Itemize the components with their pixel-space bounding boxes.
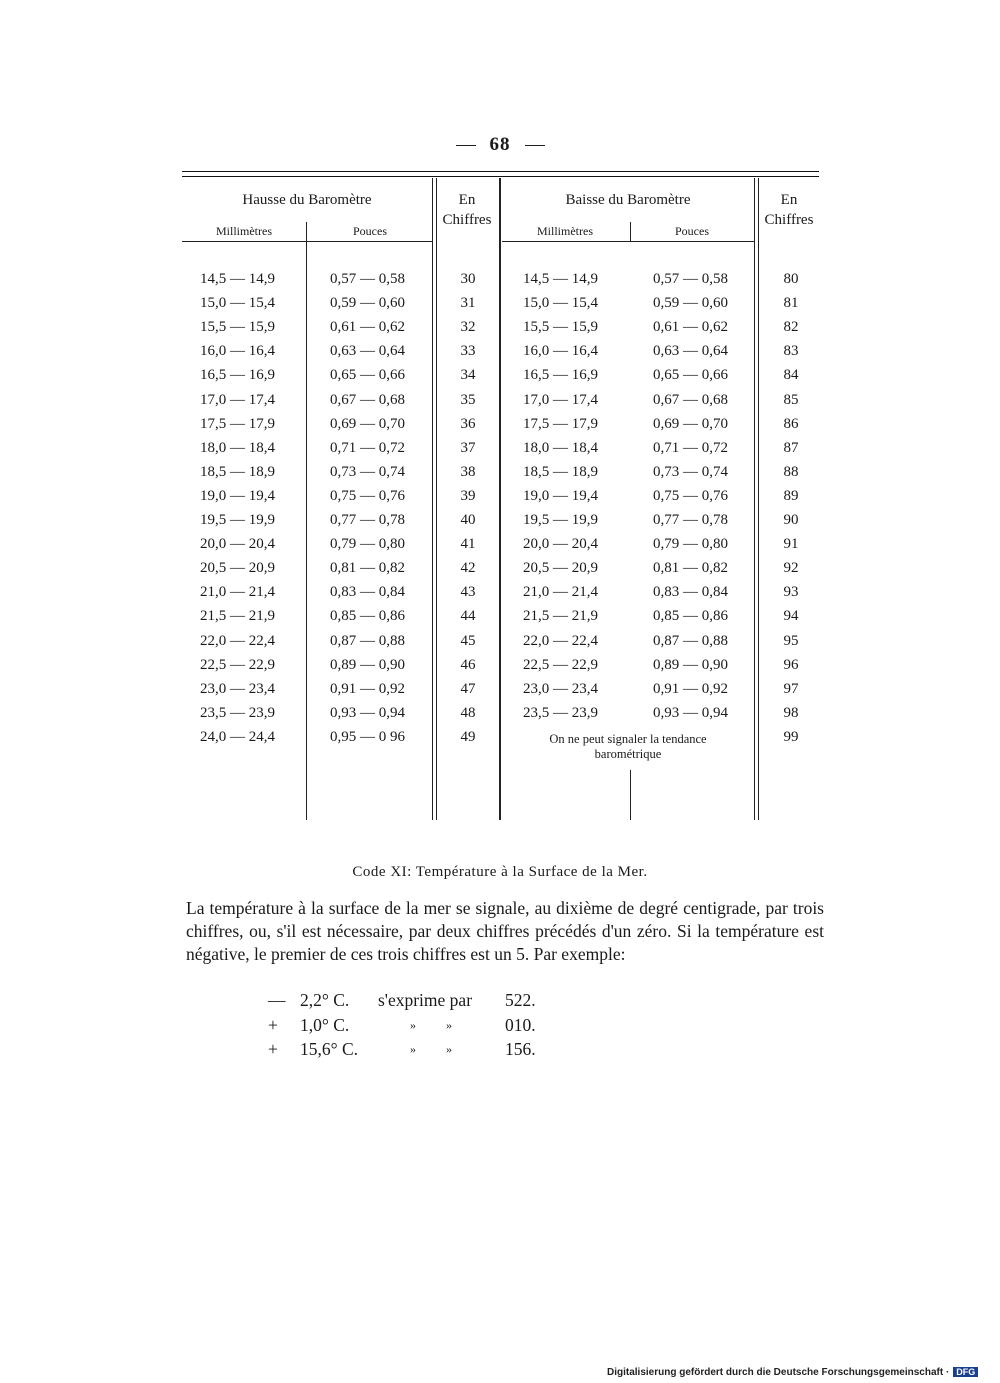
cell-in-fall: 0,81 — 0,82 [653, 560, 728, 577]
cell-code-rise: 39 [460, 487, 476, 504]
cell-mm-rise: 17,0 — 17,4 [200, 391, 275, 408]
cell-in-rise: 0,93 — 0,94 [330, 704, 405, 721]
header-baisse: Baisse du Baromètre [565, 192, 691, 208]
header-code-left-line2: Chiffres [442, 212, 492, 228]
cell-mm-rise: 21,0 — 21,4 [200, 584, 275, 601]
cell-in-rise: 0,87 — 0,88 [330, 632, 405, 649]
cell-code-fall: 95 [783, 632, 799, 649]
cell-in-fall: 0,83 — 0,84 [653, 584, 728, 601]
cell-mm-fall: 22,5 — 22,9 [523, 656, 598, 673]
cell-code-fall: 94 [783, 608, 799, 625]
cell-code-rise: 40 [460, 512, 476, 528]
cell-mm-rise: 22,5 — 22,9 [200, 656, 275, 673]
dash-left [456, 145, 476, 146]
cell-mm-fall: 15,5 — 15,9 [523, 319, 598, 336]
cell-mm-rise: 23,5 — 23,9 [200, 704, 275, 721]
cell-in-rise: 0,91 — 0,92 [330, 680, 405, 697]
example-verb: » » [410, 1042, 452, 1056]
cell-code-rise: 48 [460, 704, 476, 721]
cell-in-rise: 0,73 — 0,74 [330, 463, 405, 480]
cell-mm-fall: 23,5 — 23,9 [523, 704, 598, 721]
cell-code-fall: 84 [783, 367, 799, 384]
section-title: Code XI: Température à la Surface de la Mer. [352, 864, 648, 880]
cell-mm-fall: 21,5 — 21,9 [523, 608, 598, 625]
cell-in-rise: 0,69 — 0,70 [330, 415, 405, 432]
example-value: 15,6° C. [300, 1039, 359, 1059]
cell-code-fall: 85 [783, 391, 799, 408]
subheader-in-right: Pouces [675, 224, 709, 238]
cell-code-rise: 33 [460, 343, 476, 360]
cell-in-fall: 0,75 — 0,76 [653, 487, 728, 504]
cell-code-fall: 97 [783, 680, 799, 697]
cell-code-rise: 36 [460, 415, 476, 432]
cell-mm-fall: 21,0 — 21,4 [523, 584, 598, 601]
header-rule-right [502, 241, 754, 242]
cell-code-rise: 32 [460, 319, 476, 336]
cell-mm-fall: 19,5 — 19,9 [523, 512, 598, 528]
subheader-in-left: Pouces [353, 224, 387, 238]
cell-in-fall: 0,63 — 0,64 [653, 343, 728, 360]
cell-in-rise: 0,61 — 0,62 [330, 319, 405, 336]
cell-mm-rise: 21,5 — 21,9 [200, 608, 275, 625]
cell-code-fall: 82 [783, 319, 799, 336]
cell-code-fall: 92 [783, 560, 799, 577]
cell-code-rise: 47 [460, 680, 476, 697]
cell-code-fall: 86 [783, 415, 799, 432]
cell-mm-rise: 22,0 — 22,4 [200, 632, 275, 649]
example-verb: » » [410, 1017, 452, 1032]
table-note-line2: barométrique [594, 747, 662, 761]
cell-mm-rise: 15,5 — 15,9 [200, 319, 275, 336]
cell-in-rise: 0,77 — 0,78 [330, 512, 405, 528]
cell-code-fall: 87 [783, 439, 799, 456]
cell-in-fall: 0,85 — 0,86 [653, 608, 728, 625]
cell-in-fall: 0,57 — 0,58 [653, 271, 728, 287]
cell-mm-fall: 18,5 — 18,9 [523, 463, 598, 480]
header-hausse: Hausse du Baromètre [242, 192, 372, 208]
cell-mm-rise: 20,0 — 20,4 [200, 536, 275, 553]
cell-in-fall: 0,71 — 0,72 [653, 439, 728, 456]
cell-in-rise: 0,63 — 0,64 [330, 343, 405, 360]
cell-in-rise: 0,57 — 0,58 [330, 271, 405, 287]
cell-mm-fall: 22,0 — 22,4 [523, 632, 598, 649]
cell-code-rise: 31 [460, 295, 476, 312]
cell-mm-rise: 23,0 — 23,4 [200, 680, 275, 697]
cell-code-rise: 49 [460, 728, 476, 745]
cell-in-fall: 0,93 — 0,94 [653, 704, 728, 721]
cell-mm-fall: 17,0 — 17,4 [523, 391, 598, 408]
cell-mm-rise: 24,0 — 24,4 [200, 728, 275, 745]
cell-mm-fall: 16,5 — 16,9 [523, 367, 598, 384]
example-code: 010. [505, 1014, 536, 1035]
cell-code-rise: 34 [460, 367, 476, 384]
table-top-rule-2 [182, 176, 819, 177]
cell-in-fall: 0,73 — 0,74 [653, 463, 728, 480]
cell-code-fall: 81 [783, 295, 799, 312]
cell-in-rise: 0,81 — 0,82 [330, 560, 405, 577]
cell-code-fall: 98 [783, 704, 799, 721]
cell-mm-fall: 23,0 — 23,4 [523, 680, 598, 697]
cell-mm-fall: 20,0 — 20,4 [523, 536, 598, 553]
table-note [502, 732, 754, 762]
example-sign: — [268, 990, 286, 1010]
cell-code-rise: 41 [460, 536, 476, 553]
cell-code-rise: 42 [460, 560, 476, 577]
header-code-right [758, 190, 820, 230]
cell-mm-fall: 20,5 — 20,9 [523, 560, 598, 577]
example-verb: s'exprime par [378, 990, 473, 1010]
table-top-rule [182, 171, 819, 172]
cell-mm-rise: 18,0 — 18,4 [200, 439, 275, 456]
cell-mm-fall: 16,0 — 16,4 [523, 343, 598, 360]
cell-code-rise: 35 [460, 391, 476, 408]
cell-in-rise: 0,67 — 0,68 [330, 391, 405, 408]
cell-in-rise: 0,75 — 0,76 [330, 487, 405, 504]
cell-in-fall: 0,87 — 0,88 [653, 632, 728, 649]
cell-code-fall: 80 [783, 271, 799, 287]
example-code: 156. [505, 1039, 536, 1059]
cell-mm-rise: 19,0 — 19,4 [200, 487, 275, 504]
example-sign: + [268, 1039, 278, 1059]
divider-code-right-b [758, 178, 759, 820]
cell-in-fall: 0,67 — 0,68 [653, 391, 728, 408]
example-value: 2,2° C. [300, 990, 350, 1010]
table-note-line1: On ne peut signaler la tendance [549, 732, 707, 746]
cell-mm-rise: 14,5 — 14,9 [200, 271, 275, 287]
body-paragraph: La température à la surface de la mer se signale, au dixième de degré centigrade, par trois chiffres, ou, s'il est nécessaire, par deux chiffres précédés d'un zéro. Si la température est négative, le premier de ces trois chiffres est un 5. Par exemple: [186, 898, 824, 964]
cell-in-fall: 0,89 — 0,90 [653, 656, 728, 673]
cell-code-fall: 96 [783, 656, 799, 673]
header-code-right-line1: En [780, 192, 798, 208]
cell-mm-rise: 16,0 — 16,4 [200, 343, 275, 360]
cell-in-rise: 0,65 — 0,66 [330, 367, 405, 384]
cell-code-fall: 88 [783, 463, 799, 480]
cell-mm-rise: 17,5 — 17,9 [200, 415, 275, 432]
divider-middle [499, 178, 501, 820]
cell-code-fall: 89 [783, 487, 799, 504]
cell-in-fall: 0,59 — 0,60 [653, 295, 728, 312]
cell-in-rise: 0,95 — 0 96 [330, 728, 405, 745]
cell-mm-rise: 19,5 — 19,9 [200, 512, 275, 528]
cell-in-fall: 0,77 — 0,78 [653, 512, 728, 528]
cell-in-fall: 0,61 — 0,62 [653, 319, 728, 336]
cell-in-rise: 0,71 — 0,72 [330, 439, 405, 456]
cell-in-fall: 0,69 — 0,70 [653, 415, 728, 432]
page-number-text: 68 [489, 134, 511, 155]
cell-mm-fall: 19,0 — 19,4 [523, 487, 598, 504]
footer-credit [607, 1367, 978, 1378]
divider-mm-in-left [306, 222, 307, 820]
example-value: 1,0° C. [300, 1014, 350, 1035]
cell-code-rise: 37 [460, 439, 476, 456]
example-sign: + [268, 1014, 278, 1035]
cell-code-fall: 93 [783, 584, 799, 601]
cell-code-rise: 43 [460, 584, 476, 601]
cell-in-rise: 0,89 — 0,90 [330, 656, 405, 673]
dash-right [525, 145, 545, 146]
cell-code-fall: 83 [783, 343, 799, 360]
cell-mm-fall: 18,0 — 18,4 [523, 439, 598, 456]
header-code-left-line1: En [458, 192, 476, 208]
divider-code-right-a [754, 178, 755, 820]
cell-mm-rise: 16,5 — 16,9 [200, 367, 275, 384]
cell-in-rise: 0,85 — 0,86 [330, 608, 405, 625]
subheader-mm-left: Millimètres [216, 224, 272, 238]
cell-code-rise: 45 [460, 632, 476, 649]
cell-code-fall: 99 [783, 728, 799, 745]
divider-code-left-a [432, 178, 433, 820]
dfg-logo: DFG [953, 1367, 978, 1377]
cell-in-fall: 0,91 — 0,92 [653, 680, 728, 697]
cell-in-rise: 0,79 — 0,80 [330, 536, 405, 553]
cell-code-rise: 38 [460, 463, 476, 480]
header-code-left [436, 190, 498, 230]
cell-mm-rise: 20,5 — 20,9 [200, 560, 275, 577]
page-number [0, 134, 1000, 156]
cell-mm-fall: 15,0 — 15,4 [523, 295, 598, 312]
cell-code-rise: 44 [460, 608, 476, 625]
example-code: 522. [505, 990, 536, 1010]
header-code-right-line2: Chiffres [764, 212, 814, 228]
cell-mm-fall: 17,5 — 17,9 [523, 415, 598, 432]
divider-code-left-b [436, 178, 437, 820]
divider-mm-in-right-top [630, 222, 631, 242]
footer-text: Digitalisierung gefördert durch die Deutsche Forschungsgemeinschaft · [607, 1367, 950, 1378]
cell-code-fall: 91 [783, 536, 799, 553]
cell-in-fall: 0,79 — 0,80 [653, 536, 728, 553]
cell-code-fall: 90 [783, 512, 799, 528]
divider-mm-in-right-bottom [630, 770, 631, 820]
cell-mm-rise: 15,0 — 15,4 [200, 295, 275, 312]
cell-mm-fall: 14,5 — 14,9 [523, 271, 598, 287]
header-rule-left [182, 241, 432, 242]
cell-in-rise: 0,59 — 0,60 [330, 295, 405, 312]
subheader-mm-right: Millimètres [537, 224, 593, 238]
cell-code-rise: 46 [460, 656, 476, 673]
cell-mm-rise: 18,5 — 18,9 [200, 463, 275, 480]
cell-in-fall: 0,65 — 0,66 [653, 367, 728, 384]
cell-code-rise: 30 [460, 271, 476, 287]
cell-in-rise: 0,83 — 0,84 [330, 584, 405, 601]
